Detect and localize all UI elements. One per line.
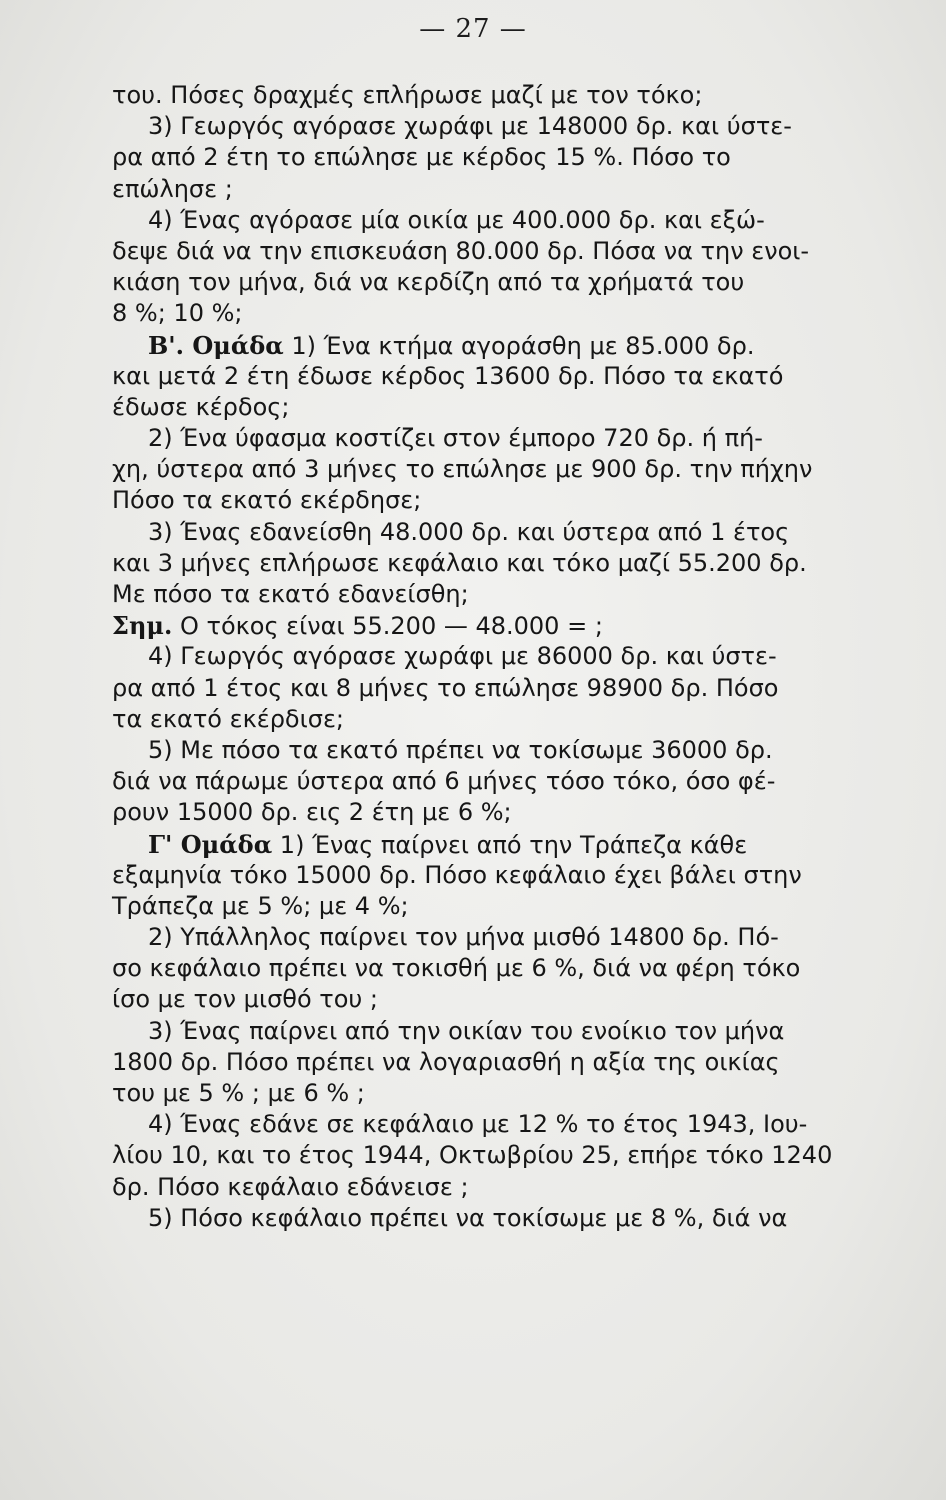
text-line: κιάση τον μήνα, διά να κερδίζη από τα χρήματά του	[112, 268, 745, 297]
text-line: χη, ύστερα από 3 μήνες το επώλησε με 900 δρ. την πήχην	[112, 455, 813, 484]
text-line	[112, 610, 832, 641]
text-line: δρ. Πόσο κεφάλαιο εδάνεισε ;	[112, 1172, 469, 1201]
text-line: 1800 δρ. Πόσο πρέπει να λογαριασθή η αξία της οικίας	[112, 1047, 780, 1076]
text-line	[112, 330, 832, 361]
page-number: — 27 —	[419, 14, 527, 44]
text-line: δεψε διά να την επισκευάση 80.000 δρ. Πόσα να την ενοι-	[112, 236, 810, 265]
text-line: 4) Ένας εδάνε σε κεφάλαιο με 12 % το έτος 1943, Ιου-	[148, 1110, 808, 1139]
text-line: τα εκατό εκέρδισε;	[112, 704, 344, 733]
section-heading: Σημ.	[112, 611, 173, 641]
text-line: 2) Υπάλληλος παίρνει τον μήνα μισθό 14800 δρ. Πό-	[148, 923, 779, 952]
text-line: διά να πάρωμε ύστερα από 6 μήνες τόσο τόκο, όσο φέ-	[112, 767, 776, 796]
text-line: 3) Γεωργός αγόρασε χωράφι με 148000 δρ. και ύστε-	[148, 112, 792, 141]
text-line: λίου 10, και το έτος 1944, Οκτωβρίου 25, επήρε τόκο 1240	[112, 1141, 833, 1170]
text-line: του. Πόσες δραχμές επλήρωσε μαζί με τον τόκο;	[112, 81, 703, 109]
text-line: 8 %; 10 %;	[112, 299, 243, 328]
text-line: 5) Με πόσο τα εκατό πρέπει να τοκίσωμε 36000 δρ.	[148, 735, 773, 764]
line-rest: 1) Ένας παίρνει από την Τράπεζα κάθε	[272, 830, 748, 859]
text-line: σο κεφάλαιο πρέπει να τοκισθή με 6 %, διά να φέρη τόκο	[112, 954, 801, 983]
section-heading: Γ' Ομάδα	[148, 829, 273, 859]
text-line: ρα από 2 έτη το επώλησε με κέρδος 15 %. Πόσο το	[112, 143, 731, 172]
text-line: και 3 μήνες επλήρωσε κεφάλαιο και τόκο μαζί 55.200 δρ.	[112, 548, 807, 577]
text-line: επώλησε ;	[112, 174, 233, 203]
line-rest: 1) Ένα κτήμα αγοράσθη με 85.000 δρ.	[283, 331, 755, 360]
text-line: ρα από 1 έτος και 8 μήνες το επώλησε 98900 δρ. Πόσο	[112, 673, 779, 702]
text-line: 5) Πόσο κεφάλαιο πρέπει να τοκίσωμε με 8 %, διά να	[148, 1203, 788, 1232]
line-rest: Ο τόκος είναι 55.200 — 48.000 = ;	[172, 612, 603, 641]
text-line: 3) Ένας εδανείσθη 48.000 δρ. και ύστερα από 1 έτος	[148, 517, 790, 546]
text-line: εξαμηνία τόκο 15000 δρ. Πόσο κεφάλαιο έχει βάλει στην	[112, 860, 802, 889]
text-line: του με 5 % ; με 6 % ;	[112, 1079, 365, 1107]
text-line: Με πόσο τα εκατό εδανείσθη;	[112, 580, 469, 608]
text-line: ρουν 15000 δρ. εις 2 έτη με 6 %;	[112, 798, 512, 827]
text-line: 4) Ένας αγόρασε μία οικία με 400.000 δρ. και εξώ-	[148, 205, 765, 234]
text-line: Πόσο τα εκατό εκέρδησε;	[112, 486, 422, 515]
text-line: 4) Γεωργός αγόρασε χωράφι με 86000 δρ. και ύστε-	[148, 642, 777, 671]
text-line: ίσο με τον μισθό του ;	[112, 985, 379, 1014]
page-text	[112, 80, 832, 1234]
text-line: 2) Ένα ύφασμα κοστίζει στον έμπορο 720 δρ. ή πή-	[148, 424, 763, 453]
text-line: έδωσε κέρδος;	[112, 392, 290, 421]
text-line: Τράπεζα με 5 %; με 4 %;	[112, 891, 409, 920]
section-heading: Β'. Ομάδα	[148, 330, 284, 360]
text-line: και μετά 2 έτη έδωσε κέρδος 13600 δρ. Πόσο τα εκατό	[112, 361, 784, 390]
text-line	[112, 829, 832, 860]
text-line: 3) Ένας παίρνει από την οικίαν του ενοίκιο τον μήνα	[148, 1016, 785, 1045]
